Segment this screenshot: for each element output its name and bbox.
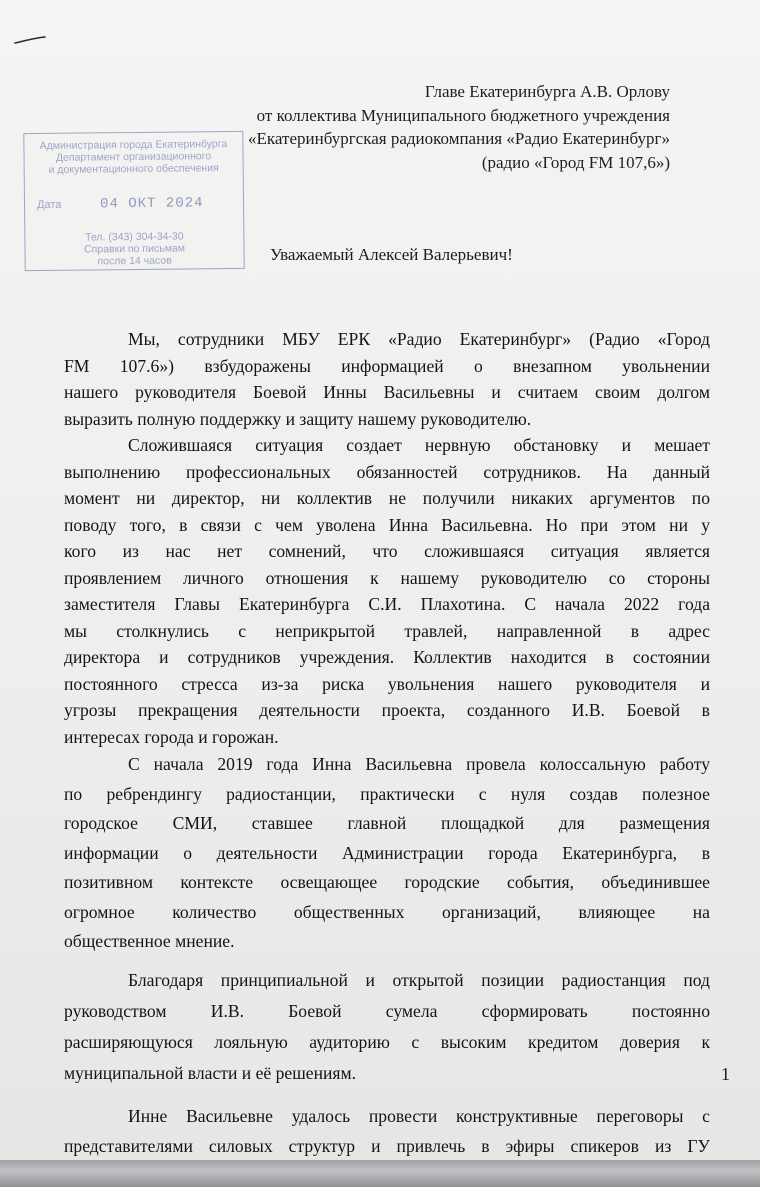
stamp-line: Справки по письмам xyxy=(83,242,186,256)
letter-line: информации о деятельности Администрации города Екатеринбурга, в xyxy=(64,842,710,863)
letter-line: Сложившаяся ситуация создает нервную обстановку и мешает xyxy=(128,435,710,455)
letter-line: нашего руководителя Боевой Инны Васильевны и считаем своим долгом xyxy=(64,382,710,402)
letter-line: по ребрендингу радиостанции, практически с нуля создав полезное xyxy=(64,783,710,804)
letter-paragraph xyxy=(64,326,710,432)
letter-line: Мы, сотрудники МБУ ЕРК «Радио Екатеринбург» (Радио «Город xyxy=(128,329,710,349)
letter-line: выразить полную поддержку и защиту нашему руководителю. xyxy=(64,408,532,429)
stamp-footer xyxy=(33,230,235,268)
letter-line: общественное мнение. xyxy=(64,931,235,951)
letter-line: Инне Васильевне удалось провести конструктивные переговоры с xyxy=(128,1105,710,1126)
letter-line: городское СМИ, ставшее главной площадкой для размещения xyxy=(64,813,710,833)
letter-line: мы столкнулись с неприкрытой травлей, направленной в адрес xyxy=(64,620,710,641)
letter-line: директора и сотрудников учреждения. Коллектив находится в состоянии xyxy=(64,647,710,667)
letter-line: представителями силовых структур и привлечь в эфиры спикеров из ГУ xyxy=(64,1135,710,1156)
letter-line: руководством И.В. Боевой сумела сформировать постоянно xyxy=(64,1000,710,1021)
stamp-line: Администрация города Екатеринбурга xyxy=(39,138,228,152)
letter-line: С начала 2019 года Инна Васильевна провела колоссальную работу xyxy=(128,754,710,774)
letter-paragraph xyxy=(64,750,710,957)
letter-line: интересах города и горожан. xyxy=(64,726,279,747)
salutation: Уважаемый Алексей Валерьевич! xyxy=(270,245,513,264)
letter-line: расширяющуюся лояльную аудиторию с высоким кредитом доверия к xyxy=(64,1031,710,1052)
stamp-date-value: 04 ОКТ 2024 xyxy=(100,195,204,213)
letter-line: постоянного стресса из-за риска увольнения нашего руководителя и xyxy=(64,673,710,694)
letter-paragraph xyxy=(64,1101,710,1161)
addressee-line: Главе Екатеринбурга А.В. Орлову xyxy=(424,82,670,101)
letter-line: поводу того, в связи с чем уволена Инна Васильевна. Но при этом ни у xyxy=(64,514,710,535)
stamp-line: и документационного обеспечения xyxy=(48,162,219,176)
stamp-date-label: Дата xyxy=(36,198,62,212)
surface-below-page xyxy=(0,1160,760,1187)
stamp-date-row xyxy=(37,197,233,211)
addressee-block xyxy=(180,80,670,174)
registration-stamp xyxy=(23,131,244,271)
organization-line: «Екатеринбургская радиокомпания «Радио Екатеринбург» xyxy=(248,129,670,148)
stamp-line: Тел. (343) 304-34-30 xyxy=(85,230,184,244)
stamp-line: после 14 часов xyxy=(97,254,172,268)
letter-body xyxy=(64,326,710,1161)
letter-line: проявлением личного отношения к нашему руководителю со стороны xyxy=(64,567,710,588)
stamp-line: Департамент организационного xyxy=(55,150,212,164)
letter-line: кого из нас нет сомнений, что сложившаяся ситуация является xyxy=(64,541,710,561)
letter-paragraph xyxy=(64,432,710,750)
sender-line: от коллектива Муниципального бюджетного учреждения xyxy=(256,105,670,125)
page-number: 1 xyxy=(721,1064,730,1084)
letter-line: угрозы прекращения деятельности проекта, созданного И.В. Боевой в xyxy=(64,700,710,720)
letter-line: муниципальной власти и её решениям. xyxy=(64,1062,357,1083)
letter-line: позитивном контексте освещающее городские события, объединившее xyxy=(64,872,710,892)
letter-line: заместителя Главы Екатеринбурга С.И. Плахотина. С начала 2022 года xyxy=(64,594,710,614)
letter-line: выполнению профессиональных обязанностей сотрудников. На данный xyxy=(64,461,710,482)
stamp-header xyxy=(32,138,234,176)
letter-line: огромное количество общественных организаций, влияющее на xyxy=(64,901,710,922)
radio-station-line: (радио «Город FM 107,6») xyxy=(481,152,670,172)
letter-paragraph xyxy=(64,965,710,1089)
letter-line: FM 107.6») взбудоражены информацией о внезапном увольнении xyxy=(64,355,710,376)
letter-line: момент ни директор, ни коллектив не получили никаких аргументов по xyxy=(64,488,710,508)
letter-line: Благодаря принципиальной и открытой позиции радиостанция под xyxy=(128,969,710,990)
